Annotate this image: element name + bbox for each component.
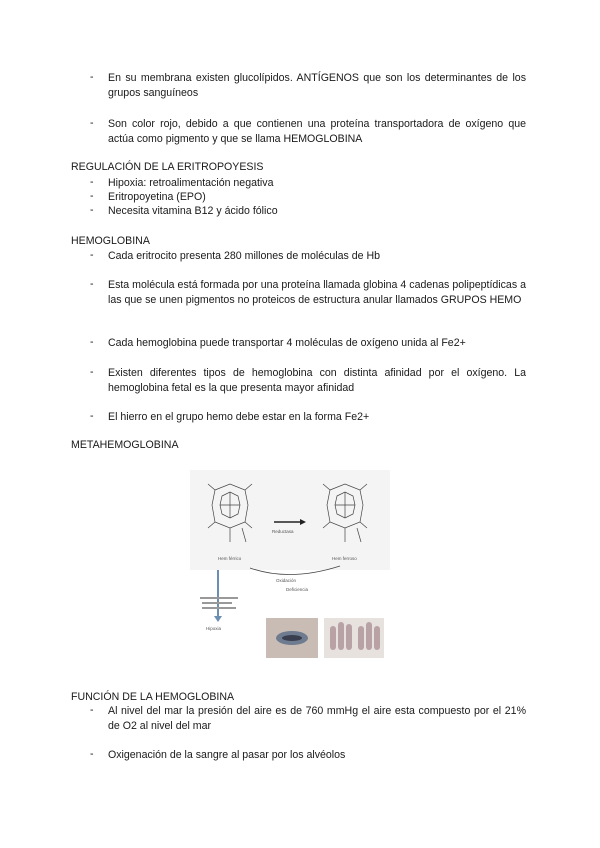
- arrow-label: Reductasa: [272, 529, 294, 534]
- oxidation-label: Oxidación: [276, 578, 297, 583]
- list-item: Al nivel del mar la presión del aire es de 760 mmHg el aire esta compuesto por el 21% de O2 al nivel del mar: [108, 705, 526, 732]
- bullet-dash: -: [90, 204, 94, 216]
- section-heading-regulation: REGULACIÓN DE LA ERITROPOYESIS: [71, 161, 264, 173]
- list-item: Eritropoyetina (EPO): [108, 191, 206, 203]
- list-item: Cada eritrocito presenta 280 millones de moléculas de Hb: [108, 250, 381, 262]
- hypoxia-label: Hipoxia: [206, 626, 222, 631]
- bullet-dash: -: [90, 410, 94, 422]
- deficiency-label: Deficiencia: [286, 587, 309, 592]
- small-text-lines: [200, 597, 238, 609]
- down-arrowhead-icon: [214, 616, 222, 622]
- bullet-dash: -: [90, 366, 94, 378]
- list-item: Hipoxia: retroalimentación negativa: [108, 177, 274, 189]
- bullet-dash: -: [90, 190, 94, 202]
- bullet-dash: -: [90, 117, 94, 129]
- bullet-dash: -: [90, 249, 94, 261]
- right-heme-label: Hem ferroso: [332, 556, 357, 561]
- left-heme-label: Hem férrico: [218, 556, 242, 561]
- list-item: Cada hemoglobina puede transportar 4 moléculas de oxígeno unida al Fe2+: [108, 337, 466, 349]
- bullet-dash: -: [90, 71, 94, 83]
- list-item: Necesita vitamina B12 y ácido fólico: [108, 205, 278, 217]
- bullet-dash: -: [90, 704, 94, 716]
- section-heading-hemoglobin: HEMOGLOBINA: [71, 235, 150, 247]
- section-heading-function: FUNCIÓN DE LA HEMOGLOBINA: [71, 691, 235, 703]
- mouth-shape: [282, 635, 302, 641]
- list-item: Son color rojo, debido a que contienen una proteína transportadora de oxígeno que actúa como pigmento y que se llama HEMOGLOBINA: [108, 118, 526, 145]
- bullet-dash: -: [90, 278, 94, 290]
- heme-diagram: [190, 470, 390, 660]
- section-heading-methemoglobin: METAHEMOGLOBINA: [71, 439, 179, 451]
- list-item: Oxigenación de la sangre al pasar por los alvéolos: [108, 749, 346, 761]
- heme-figure: [190, 470, 390, 660]
- list-item: En su membrana existen glucolípidos. ANTÍGENOS que son los determinantes de los grupos sanguíneos: [108, 72, 526, 99]
- bullet-dash: -: [90, 336, 94, 348]
- list-item: El hierro en el grupo hemo debe estar en la forma Fe2+: [108, 411, 370, 423]
- list-item: Existen diferentes tipos de hemoglobina con distinta afinidad por el oxígeno. La hemoglobina fetal es la que presenta mayor afinidad: [108, 367, 526, 394]
- bullet-dash: -: [90, 748, 94, 760]
- list-item: Esta molécula está formada por una proteína llamada globina 4 cadenas polipeptídicas a las que se unen pigmentos no proteicos de estructura anular llamados GRUPOS HEMO: [108, 279, 526, 306]
- bullet-dash: -: [90, 176, 94, 188]
